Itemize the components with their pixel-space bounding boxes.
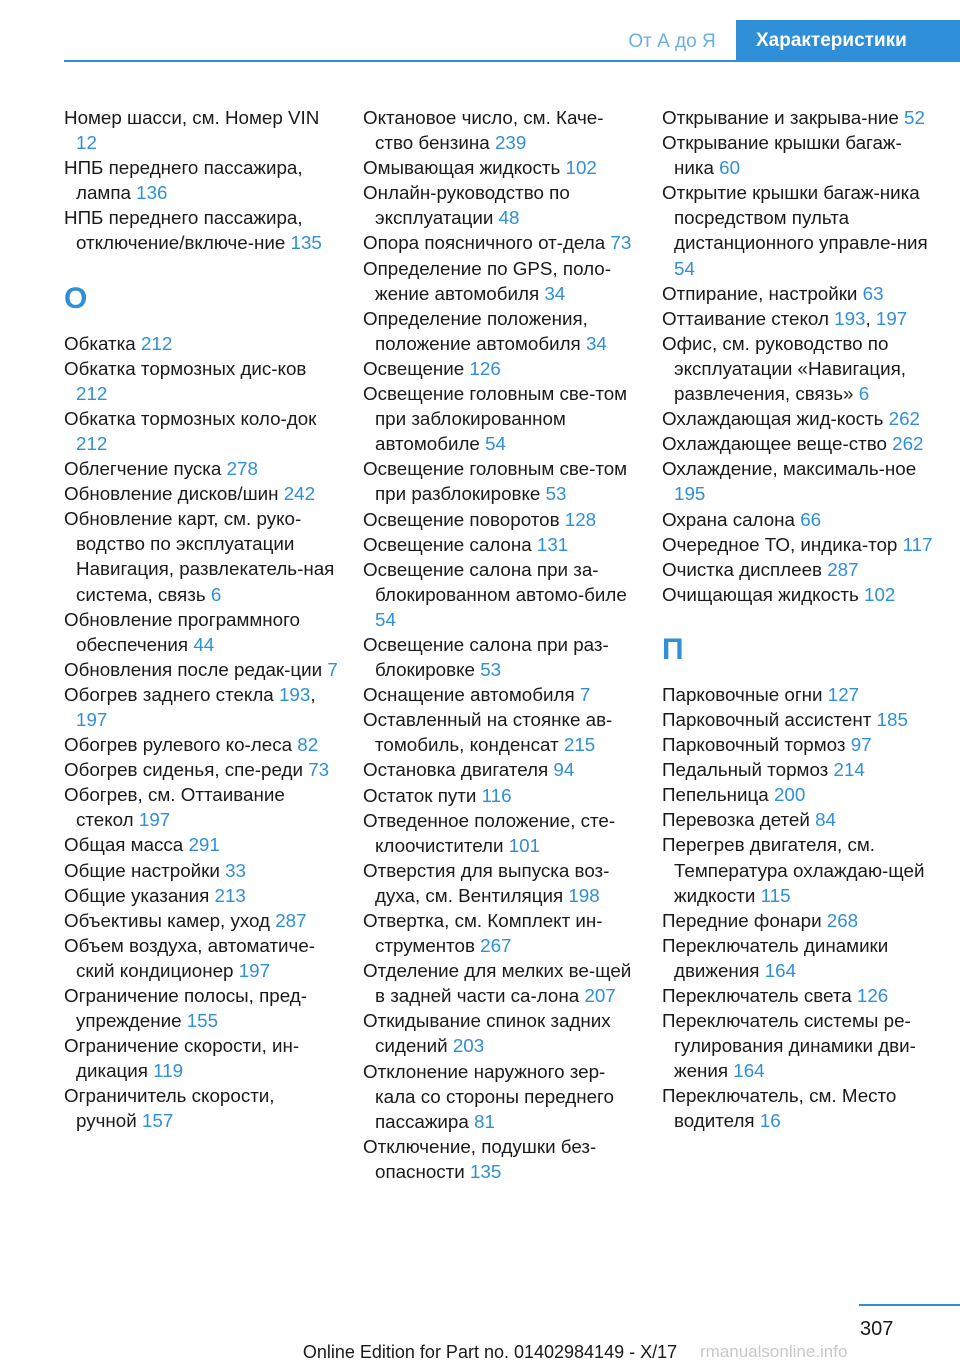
page-link[interactable]: 117 [902,533,933,555]
entry-term: Обогрев заднего стекла [64,683,279,705]
index-entry [363,381,638,456]
index-entry: Обогрев заднего стекла 193, 197 [64,683,316,730]
index-entry [662,331,937,406]
chapter-tab[interactable]: Характеристики [736,20,960,62]
page-link[interactable]: 131 [536,533,569,555]
section-letter: П [662,632,684,666]
index-entry [363,230,638,255]
index-entry [64,657,339,682]
watermark: rmanualsonline.info [700,1342,848,1361]
page-link[interactable]: 34 [585,332,607,354]
entry-term: Отвертка, см. Комплект ин‐струментов [363,910,603,957]
entry-term: Переключатель света [662,985,857,1006]
index-entry [363,808,638,858]
entry-term: Обновление программного обеспечения [64,608,300,655]
page-link[interactable]: 73 [610,232,632,254]
entry-term: Передние фонари [662,909,827,931]
page-link[interactable]: 119 [153,1060,184,1082]
entry-term: Обновление карт, см. руко‐водство по эксплуатации Навигация, развлекатель‐ная система, связь [64,508,335,605]
page-link[interactable]: 126 [469,357,501,379]
entry-term: Охлаждающее веще‐ство [662,433,893,455]
page-link[interactable]: 126 [856,985,889,1006]
entry-term: Переключатель динамики движения [662,934,889,981]
entry-term: Обновление дисков/шин [64,483,284,505]
page-link[interactable]: 291 [188,834,220,856]
page-link[interactable]: 197 [238,959,271,981]
index-entry [64,858,339,883]
entry-term: Обкатка тормозных дис‐ков [64,357,307,379]
index-entry [363,682,638,707]
entry-term: Отделение для мелких ве‐щей в задней части са‐лона [363,960,632,1007]
entry-term: Общие настройки [64,859,226,881]
index-entry [64,908,339,933]
entry-term: Охрана салона [662,508,801,530]
page-link[interactable]: 198 [568,884,600,906]
entry-term: Ограничение скорости, ин‐дикация [64,1035,300,1082]
page-link[interactable]: 203 [452,1035,485,1057]
edition-footer: Online Edition for Part no. 01402984149 - X/17 [302,1342,678,1362]
page-link[interactable]: 102 [864,583,896,605]
index-entry [64,1083,339,1133]
entry-term: Освещение салона при за‐блокированном автомо‐биле [363,558,627,605]
entry-term: Парковочный ассистент [662,708,877,730]
page-link[interactable]: 262 [888,408,921,430]
index-entry [363,908,638,958]
index-entry [363,306,638,356]
entry-term: Онлайн-руководство по эксплуатации [363,182,570,229]
entry-term: Обогрев рулевого ко‐леса [64,734,298,756]
entry-term: Освещение салона при раз‐блокировке [363,633,609,681]
entry-term: Освещение салона [363,533,537,555]
entry-term: Обкатка тормозных коло‐док [64,407,317,429]
entry-term: Облегчение пуска [64,458,227,480]
index-entry: Оттаивание стекол 193, 197 [662,307,908,329]
page-link[interactable]: 7 [579,684,591,706]
page-link[interactable]: 197 [138,809,171,831]
index-entry [64,356,339,406]
page-link[interactable]: 157 [141,1110,174,1132]
entry-term: Освещение головным све‐том при разблокировке [363,458,628,505]
page-link[interactable]: 214 [833,759,865,781]
index-entry [363,105,638,155]
entry-term: Освещение [363,357,470,379]
index-entry [64,456,339,481]
page-link[interactable]: 287 [827,558,859,580]
index-entry [64,331,339,356]
page-link[interactable]: 7 [327,658,338,680]
page-link[interactable]: 66 [800,508,822,530]
entry-term: Перегрев двигателя, см. Температура охлаждаю‐щей жидкости [662,834,925,906]
page-link[interactable]: 54 [674,257,695,279]
index-entry [662,105,937,130]
page-link[interactable]: 54 [485,433,506,455]
page-link[interactable]: 81 [474,1110,495,1132]
page-link[interactable]: 12 [76,132,97,154]
index-column-3 [662,105,937,1134]
entry-term: Отпирание, настройки [662,282,863,304]
index-entry [662,707,937,732]
index-entry [363,858,638,908]
page-link[interactable]: 48 [498,207,520,229]
index-entry [363,958,638,1008]
entry-term: Оттаивание стекол [662,307,835,329]
page-link[interactable]: 73 [308,759,330,781]
index-entry [363,783,638,808]
index-entry [64,105,339,155]
entry-term: Открывание крышки багаж‐ника [662,132,902,179]
index-entry [64,155,339,205]
section-tab[interactable]: От А до Я [628,31,716,52]
page-link[interactable]: 135 [290,232,322,254]
page-link[interactable]: 116 [481,784,512,806]
page-link[interactable]: 278 [226,458,258,480]
entry-term: Ограничитель скорости, ручной [64,1085,275,1132]
index-entry [662,281,937,306]
entry-term: Открывание и закрыва‐ние [662,107,905,128]
index-entry [64,782,339,832]
entry-term: Освещение головным све‐том при заблокированном автомобиле [363,383,628,455]
entry-term: Ограничение полосы, пред‐упреждение [64,985,307,1032]
page-link[interactable]: 52 [904,107,925,128]
index-entry [662,983,937,1008]
page-link[interactable]: 207 [584,985,616,1007]
page-link[interactable]: 200 [773,784,806,806]
page-link[interactable]: 164 [764,959,797,981]
page-link[interactable]: 63 [862,282,884,304]
entry-term: Педальный тормоз [662,759,834,781]
index-entry [64,732,339,757]
entry-term: Оснащение автомобиля [363,684,580,706]
page-link[interactable]: 268 [826,909,859,931]
page-link[interactable]: 239 [494,132,527,154]
page-link[interactable]: 193 [278,683,311,705]
entry-term: Охлаждение, максималь‐ное [662,458,917,480]
page-link[interactable]: 262 [892,433,924,455]
entry-term: Общие указания [64,884,215,906]
index-entry [363,557,638,632]
entry-term: Объективы камер, уход [64,909,276,931]
index-entry [64,983,339,1033]
entry-term: Парковочные огни [662,683,828,705]
page-link[interactable]: 54 [375,608,396,630]
page-link[interactable]: 128 [564,508,597,530]
page-link[interactable]: 267 [480,935,512,957]
page-link[interactable]: 193 [834,307,866,329]
index-entry [662,180,937,280]
index-entry [64,757,339,782]
page-link[interactable]: 242 [283,483,316,505]
footer-rule [859,1304,960,1306]
page-link[interactable]: 53 [545,483,567,505]
entry-term: Очередное ТО, индика‐тор [662,533,903,555]
entry-term: Определение по GPS, поло‐жение автомобиля [363,257,611,304]
index-entry [662,757,937,782]
index-entry [662,431,937,456]
page-link[interactable]: 6 [210,583,222,605]
page-link[interactable]: 212 [76,382,108,404]
index-entry [662,732,937,757]
entry-term: Откидывание спинок задних сидений [363,1010,611,1057]
index-entry [662,456,937,506]
page-number: 307 [860,1318,894,1340]
index-entry [662,682,937,707]
index-entry [662,557,937,582]
page-link[interactable]: 44 [193,633,215,655]
index-entry [64,481,339,506]
index-entry [662,908,937,933]
page-link[interactable]: 84 [815,809,836,831]
index-column-2 [363,105,638,1184]
index-entry [662,507,937,532]
entry-term: Оставленный на стоянке ав‐томобиль, конденсат [363,709,613,756]
index-entry [662,933,937,983]
index-entry [64,607,339,657]
index-entry [363,532,638,557]
page-link[interactable]: 115 [760,884,791,906]
index-entry [64,406,339,456]
entry-term: Очистка дисплеев [662,558,828,580]
page-link[interactable]: 136 [136,182,168,204]
index-entry [363,456,638,506]
index-entry [363,707,638,757]
page-link[interactable]: 33 [225,859,246,881]
page-link[interactable]: 60 [719,157,741,179]
page-link[interactable]: 6 [858,383,870,405]
page-link[interactable]: 16 [759,1110,781,1132]
index-entry [662,1083,937,1133]
page-link[interactable]: 212 [140,332,173,354]
index-entry [64,1033,339,1083]
entry-term: Обогрев, см. Оттаивание стекол [64,784,285,831]
entry-term: Офис, см. руководство по эксплуатации «Навигация, развлечения, связь» [662,332,906,405]
page-link[interactable]: 197 [76,708,108,730]
section-letter: О [64,281,88,315]
entry-term: Отведенное положение, сте‐клоочистители [363,809,616,856]
entry-term: Переключатель системы ре‐гулирования динамики дви‐жения [662,1010,916,1082]
index-entry [363,757,638,782]
page-link[interactable]: 287 [275,909,307,931]
page-link[interactable]: 102 [565,157,597,179]
entry-term: Октановое число, см. Каче‐ство бензина [363,107,604,154]
index-entry [363,180,638,230]
page-link[interactable]: 101 [508,834,541,856]
page-link[interactable]: 34 [544,282,566,304]
entry-term: Освещение поворотов [363,508,565,530]
entry-term: Охлаждающая жид‐кость [662,408,889,430]
entry-term: Определение положения, положение автомобиля [363,307,588,354]
index-entry [662,406,937,431]
index-entry [662,832,937,907]
entry-term: Парковочный тормоз [662,734,851,756]
index-entry [363,1008,638,1058]
index-entry [363,155,638,180]
index-entry [64,832,339,857]
entry-term: Омывающая жидкость [363,157,566,179]
entry-term: Остановка двигателя [363,759,554,781]
entry-term: Опора поясничного от‐дела [363,232,611,254]
index-entry [64,205,339,255]
index-entry [64,883,339,908]
index-column-1 [64,105,339,1134]
entry-term: Общая масса [64,834,189,856]
page-link[interactable]: 155 [186,1010,219,1032]
index-entry [363,632,638,682]
entry-term: Перевозка детей [662,809,816,831]
page-link[interactable]: 215 [563,734,596,756]
entry-term: Обкатка [64,332,141,354]
entry-term: Обогрев сиденья, спе‐реди [64,759,309,781]
entry-term: Обновления после редак‐ции [64,658,328,680]
page-link[interactable]: 212 [76,432,108,454]
index-entry [64,506,339,606]
entry-term: Пепельница [662,784,774,806]
page-link[interactable]: 53 [480,659,502,681]
index-entry [363,507,638,532]
entry-term: Очищающая жидкость [662,583,865,605]
page-link[interactable]: 97 [850,734,872,756]
page-link[interactable]: 82 [297,734,319,756]
index-entry [363,356,638,381]
entry-term: Объем воздуха, автоматиче‐ский кондиционер [64,934,316,981]
entry-term: НПБ переднего пассажира, лампа [64,157,303,204]
entry-term: Номер шасси, см. Номер VIN [64,107,320,128]
page-link[interactable]: 135 [469,1160,502,1182]
entry-term: Отключение, подушки без‐опасности [363,1135,597,1182]
page-link[interactable]: 185 [876,708,908,730]
index-entry [363,1134,638,1184]
entry-term: Отверстия для выпуска воз‐духа, см. Вентиляция [363,859,610,906]
index-entry [64,933,339,983]
entry-term: Отклонение наружного зер‐кала со стороны переднего пассажира [363,1060,614,1132]
page-link[interactable]: 195 [674,483,706,505]
index-entry [662,807,937,832]
entry-term: НПБ переднего пассажира, отключение/включе‐ние [64,207,303,254]
index-entry [662,782,937,807]
page-link[interactable]: 127 [827,683,860,705]
page-link[interactable]: 197 [875,307,908,329]
index-entry [662,532,937,557]
index-entry [363,256,638,306]
entry-term: Открытие крышки багаж‐ника посредством пульта дистанционного управле‐ния [662,182,928,254]
index-entry [363,1059,638,1134]
page-link[interactable]: 94 [553,759,575,781]
index-entry [662,1008,937,1083]
entry-term: Остаток пути [363,784,482,806]
page-link[interactable]: 213 [214,884,246,906]
entry-term: Переключатель, см. Место водителя [662,1085,897,1132]
page-link[interactable]: 164 [733,1060,765,1082]
index-entry [662,582,937,607]
index-entry [662,130,937,180]
